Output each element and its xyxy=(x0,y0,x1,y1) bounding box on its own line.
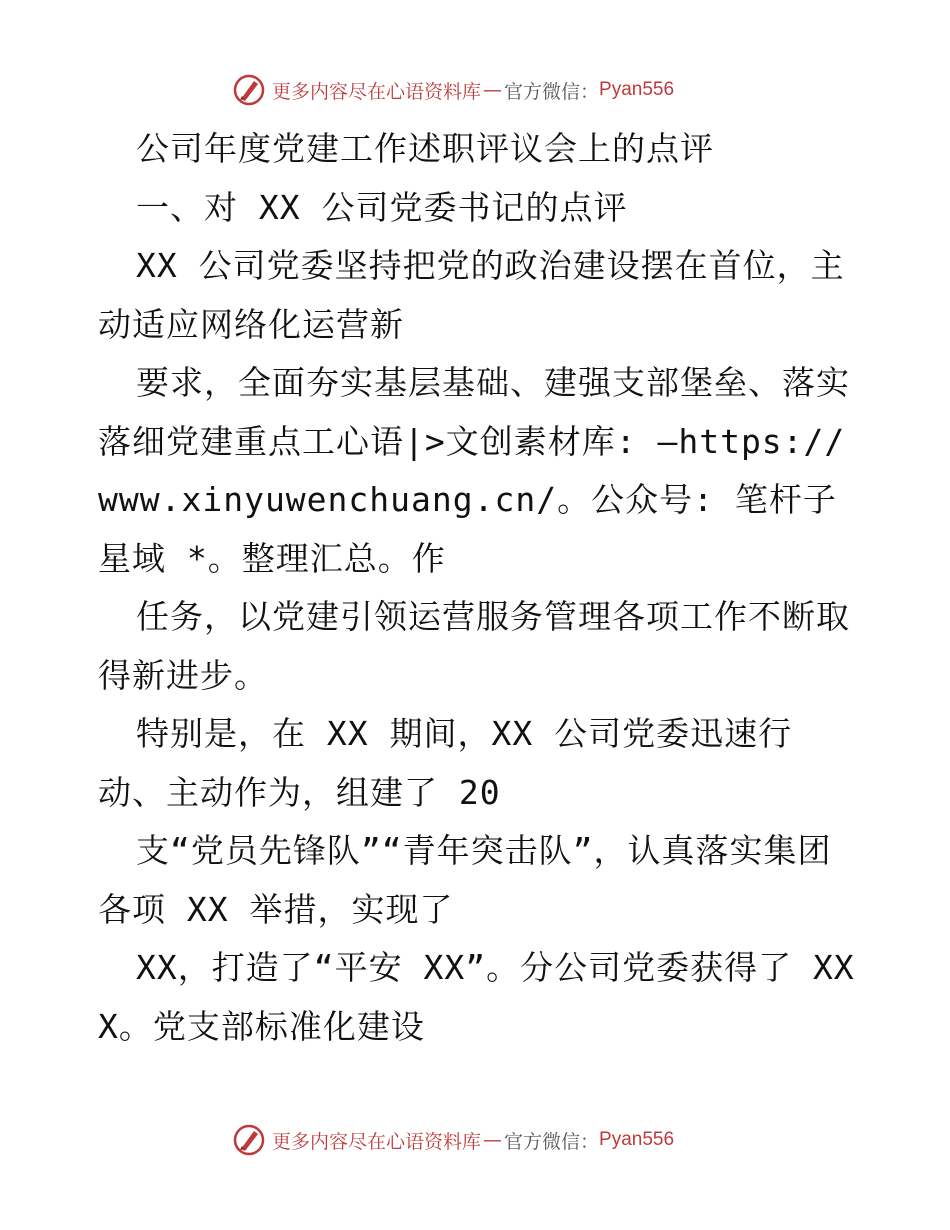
paragraph-2: 要求，全面夯实基层基础、建强支部堡垒、落实落细党建重点工心语|>文创素材库: —https:// www.xinyuwenchuang.cn/。公众号: 笔杆子星域 *。整理汇总。作 xyxy=(98,363,850,578)
banner-wechat-id: Pyan556 xyxy=(599,1129,675,1150)
paragraph-6: XX，打造了“平安 XX”。分公司党委获得了 XXX。党支部标准化建设 xyxy=(98,948,855,1046)
footer-watermark-banner xyxy=(232,1120,752,1160)
paragraph-4: 特别是，在 XX 期间，XX 公司党委迅速行动、主动作为，组建了 20 xyxy=(98,714,793,812)
quill-pen-logo-icon xyxy=(232,73,266,107)
header-watermark-banner xyxy=(232,70,752,110)
paragraph-5: 支“党员先锋队”“青年突击队”，认真落实集团各项 XX 举措，实现了 xyxy=(98,831,832,929)
banner-wechat-label: 官方微信： xyxy=(504,80,600,103)
banner-dash: — xyxy=(483,1129,503,1151)
banner-main-text: 更多内容尽在心语资料库 xyxy=(272,80,482,103)
quill-pen-logo-icon xyxy=(232,1123,266,1157)
section-heading: 一、对 XX 公司党委书记的点评 xyxy=(136,187,628,227)
banner-wechat-label: 官方微信： xyxy=(504,1130,600,1153)
banner-wechat-id: Pyan556 xyxy=(599,79,675,100)
paragraph-3: 任务，以党建引领运营服务管理各项工作不断取得新进步。 xyxy=(98,597,850,695)
document-body xyxy=(98,120,858,1056)
paragraph-1: XX 公司党委坚持把党的政治建设摆在首位，主动适应网络化运营新 xyxy=(98,246,845,344)
banner-main-text: 更多内容尽在心语资料库 xyxy=(272,1130,482,1153)
banner-dash: — xyxy=(483,79,503,101)
document-title: 公司年度党建工作述职评议会上的点评 xyxy=(136,129,714,168)
